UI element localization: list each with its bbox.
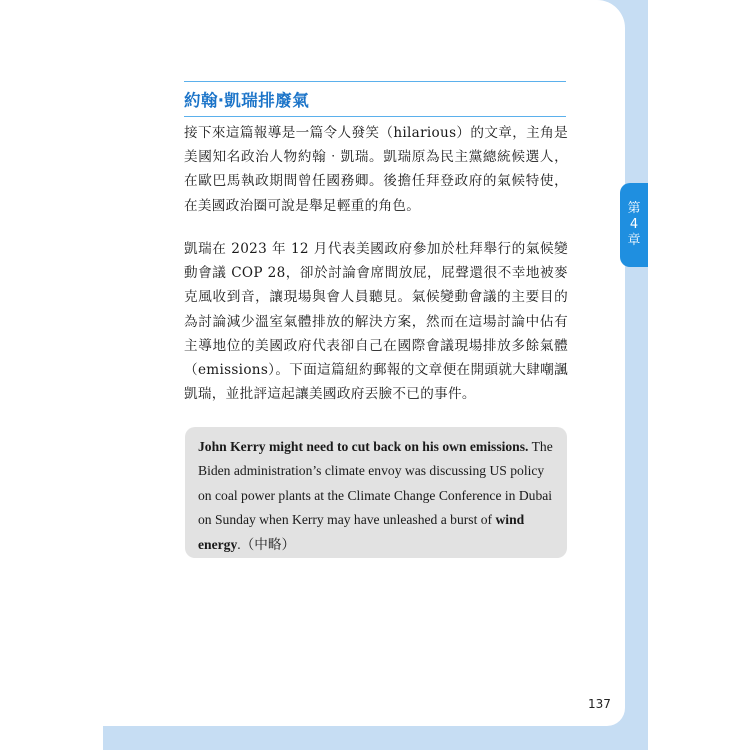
paragraph-2: 凱瑞在 2023 年 12 月代表美國政府參加於杜拜舉行的氣候變動會議 COP 28，卻於討論會席間放屁，屁聲還很不幸地被麥克風收到音，讓現場與會人員聽見。氣候變動會議的主要目的為討論減少溫室氣體排放的解決方案，然而在這場討論中佔有主導地位的美國政府代表卻自己在國際會議現場排放多餘氣體（emissions）。下面這篇紐約郵報的文章便在開頭就大肆嘲諷凱瑞，並批評這起讓美國政府丟臉不已的事件。	[184, 241, 568, 403]
page-number: 137	[588, 697, 611, 711]
chapter-tab	[620, 183, 648, 267]
chapter-tab-line3: 章	[627, 233, 641, 248]
quote-box	[185, 427, 567, 558]
quote-body: The Biden administration’s climate envoy was discussing US policy on coal power plants at the Climate Change Conference in Dubai on Sunday when Kerry may have unleashed a burst of	[198, 439, 553, 528]
section-title: 約翰‧凱瑞排廢氣	[184, 91, 310, 110]
quote-bold-tail: wind energy	[198, 512, 525, 552]
chapter-tab-line2: 4	[629, 217, 639, 232]
quote-headline: John Kerry might need to cut back on his own emissions.	[198, 439, 529, 454]
chapter-tab-line1: 第	[627, 201, 641, 216]
section-heading	[184, 81, 566, 117]
paragraph-1: 接下來這篇報導是一篇令人發笑（hilarious）的文章，主角是美國知名政治人物約翰‧凱瑞。凱瑞原為民主黨總統候選人，在歐巴馬執政期間曾任國務卿。後擔任拜登政府的氣候特使，在美國政治圈可說是舉足輕重的角色。	[184, 125, 568, 214]
quote-ending: .（中略）	[237, 536, 296, 552]
